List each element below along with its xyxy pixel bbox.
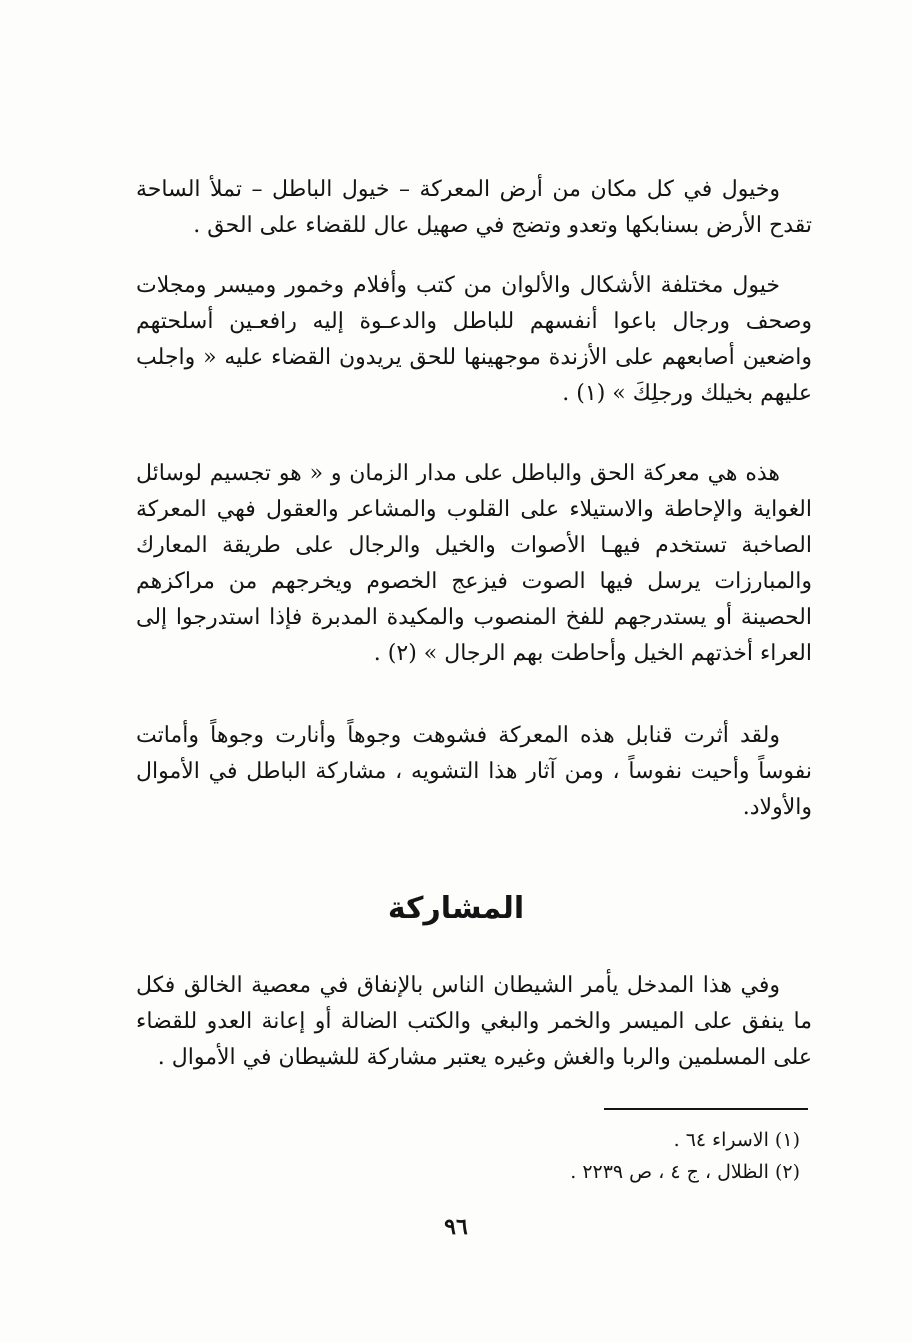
body-paragraph-3 bbox=[136, 456, 812, 672]
body-paragraph-2 bbox=[136, 268, 812, 412]
footnotes bbox=[380, 1124, 800, 1188]
body-paragraph-1 bbox=[136, 172, 812, 244]
paragraph-text: وفي هذا المدخل يأمر الشيطان الناس بالإنفاق في معصية الخالق فكل ما ينفق على الميسر والخمر والبغي والكتب الضالة أو إعانة العدو للقضاء على المسلمين والربا والغش وغيره يعتبر مشاركة للشيطان في الأموال . bbox=[136, 973, 812, 1070]
page-number: ٩٦ bbox=[444, 1214, 468, 1240]
footnote-divider bbox=[604, 1108, 808, 1110]
paragraph-text: ولقد أثرت قنابل هذه المعركة فشوهت وجوهاً وأنارت وجوهاً وأماتت نفوساً وأحيت نفوساً ، ومن آثار هذا التشويه ، مشاركة الباطل في الأموال والأولاد. bbox=[136, 723, 812, 820]
paragraph-text: هذه هي معركة الحق والباطل على مدار الزمان و « هو تجسيم لوسائل الغواية والإحاطة والاستيلاء على القلوب والمشاعر والعقول فهي المعركة الصاخبة تستخدم فيهـا الأصوات والخيل والرجال على طريقة المعارك والمبارزات يرسل فيها الصوت فيزعج الخصوم ويخرجهم من مراكزهم الحصينة أو يستدرجهم للفخ المنصوب والمكيدة المدبرة فإذا استدرجوا إلى العراء أخذتهم الخيل وأحاطت بهم الرجال » (٢) . bbox=[136, 461, 812, 666]
paragraph-text: خيول مختلفة الأشكال والألوان من كتب وأفلام وخمور وميسر ومجلات وصحف ورجال باعوا أنفسهم للباطل والدعـوة إليه رافعـين أسلحتهم واضعين أصابعهم على الأزندة موجهينها للحق يريدون القضاء عليه « واجلب عليهم بخيلك ورجلِكَ » (١) . bbox=[136, 273, 812, 406]
section-heading: المشاركة bbox=[387, 890, 525, 926]
body-paragraph-4 bbox=[136, 718, 812, 826]
footnote-2: (٢) الظلال ، ج ٤ ، ص ٢٢٣٩ . bbox=[570, 1161, 800, 1183]
paragraph-text: وخيول في كل مكان من أرض المعركة – خيول الباطل – تملأ الساحة تقدح الأرض بسنابكها وتعدو وتضج في صهيل عال للقضاء على الحق . bbox=[136, 177, 812, 238]
section-paragraph bbox=[136, 968, 812, 1076]
footnote-1: (١) الاسراء ٦٤ . bbox=[673, 1129, 800, 1151]
